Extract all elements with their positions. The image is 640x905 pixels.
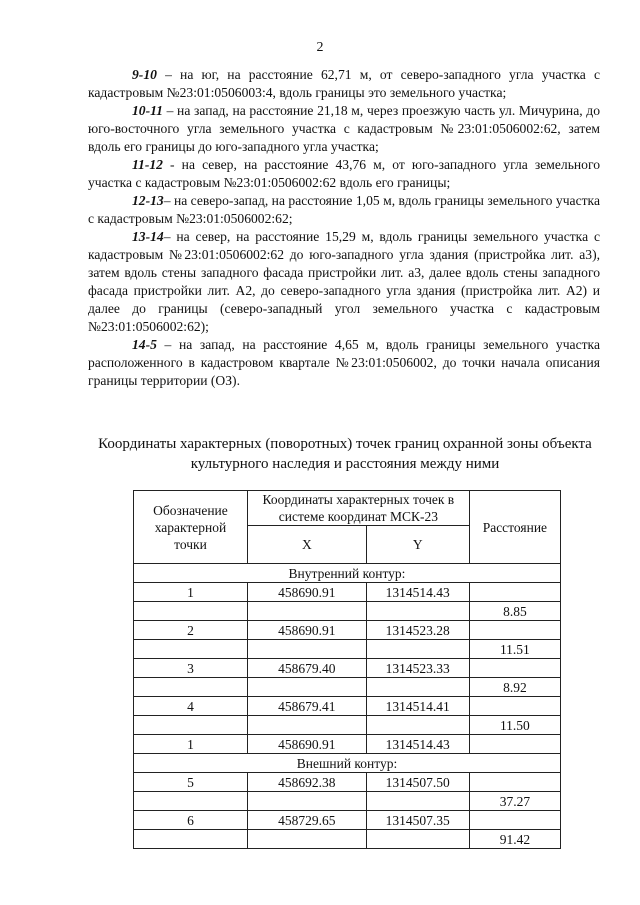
point-id xyxy=(134,792,248,811)
coord-x: 458690.91 xyxy=(247,735,366,754)
coord-x: 458692.38 xyxy=(247,773,366,792)
coord-x xyxy=(247,716,366,735)
coord-y xyxy=(366,716,469,735)
header-x: X xyxy=(247,526,366,564)
point-id: 1 xyxy=(134,735,248,754)
boundary-paragraph xyxy=(88,336,600,390)
distance-value: 11.51 xyxy=(469,640,560,659)
coord-x: 458679.41 xyxy=(247,697,366,716)
distance-cell xyxy=(469,811,560,830)
point-id xyxy=(134,830,248,849)
coord-y xyxy=(366,830,469,849)
point-id: 3 xyxy=(134,659,248,678)
table-row xyxy=(134,583,561,602)
table-row xyxy=(134,773,561,792)
coord-y: 1314523.28 xyxy=(366,621,469,640)
table-row xyxy=(134,621,561,640)
segment-text: – на север, на расстояние 15,29 м, вдоль границы земельного участка с кадастровым №23:01:0506002:62 до юго-западного угла здания (пристройка лит. а3), затем вдоль стены западного фасада пристройки лит. а3, далее вдоль стены западного фасада пристройки лит. А2, до северо-западного угла здания (пристройка лит. А2) и далее до границы (северо-западный угол земельного участка с кадастровым №23:01:0506002:62); xyxy=(88,229,600,334)
point-id: 6 xyxy=(134,811,248,830)
boundary-description xyxy=(88,66,600,390)
section-label-outer: Внешний контур: xyxy=(134,754,561,773)
distance-cell xyxy=(469,697,560,716)
table-row xyxy=(134,640,561,659)
coordinates-table xyxy=(133,490,561,849)
point-id: 5 xyxy=(134,773,248,792)
boundary-paragraph xyxy=(88,102,600,156)
segment-text: - на север, на расстояние 43,76 м, от юго-западного угла земельного участка с кадастровым №23:01:0506002:62 вдоль его границы; xyxy=(88,157,600,190)
table-row xyxy=(134,602,561,621)
coord-x xyxy=(247,602,366,621)
table-row xyxy=(134,830,561,849)
segment-text: – на запад, на расстояние 21,18 м, через проезжую часть ул. Мичурина, до юго-восточного угла земельного участка с кадастровым №23:01:0506002:62, затем вдоль его границы до юго-западного угла участка; xyxy=(88,103,600,154)
segment-label: 14-5 xyxy=(132,337,157,352)
header-point: Обозначение характерной точки xyxy=(134,491,248,564)
coord-x xyxy=(247,678,366,697)
coord-y: 1314514.41 xyxy=(366,697,469,716)
distance-value: 91.42 xyxy=(469,830,560,849)
section-row xyxy=(134,564,561,583)
coord-y xyxy=(366,678,469,697)
point-id xyxy=(134,678,248,697)
coord-y xyxy=(366,602,469,621)
header-y: Y xyxy=(366,526,469,564)
distance-cell xyxy=(469,773,560,792)
coord-y: 1314507.50 xyxy=(366,773,469,792)
section-label-inner: Внутренний контур: xyxy=(134,564,561,583)
coord-x: 458690.91 xyxy=(247,621,366,640)
point-id xyxy=(134,716,248,735)
table-body xyxy=(134,564,561,849)
coord-y xyxy=(366,792,469,811)
table-row xyxy=(134,678,561,697)
segment-text: – на юг, на расстояние 62,71 м, от северо-западного угла участка с кадастровым №23:01:0506003:4, вдоль границы это земельного участка; xyxy=(88,67,600,100)
boundary-paragraph xyxy=(88,156,600,192)
point-id: 4 xyxy=(134,697,248,716)
boundary-paragraph xyxy=(88,228,600,336)
header-coordinates: Координаты характерных точек в системе координат МСК-23 xyxy=(247,491,469,526)
point-id: 2 xyxy=(134,621,248,640)
segment-label: 12-13 xyxy=(132,193,164,208)
segment-label: 11-12 xyxy=(132,157,163,172)
point-id: 1 xyxy=(134,583,248,602)
table-row xyxy=(134,792,561,811)
coord-y: 1314507.35 xyxy=(366,811,469,830)
coord-x xyxy=(247,640,366,659)
distance-value: 8.92 xyxy=(469,678,560,697)
coord-x: 458729.65 xyxy=(247,811,366,830)
distance-value: 8.85 xyxy=(469,602,560,621)
distance-cell xyxy=(469,659,560,678)
boundary-paragraph xyxy=(88,66,600,102)
coord-x xyxy=(247,792,366,811)
segment-label: 9-10 xyxy=(132,67,157,82)
distance-value: 37.27 xyxy=(469,792,560,811)
table-row xyxy=(134,811,561,830)
distance-cell xyxy=(469,583,560,602)
coord-x: 458679.40 xyxy=(247,659,366,678)
distance-cell xyxy=(469,621,560,640)
table-row xyxy=(134,659,561,678)
coord-x: 458690.91 xyxy=(247,583,366,602)
coord-y: 1314514.43 xyxy=(366,583,469,602)
boundary-paragraph xyxy=(88,192,600,228)
page-number: 2 xyxy=(316,40,324,55)
table-row xyxy=(134,716,561,735)
distance-value: 11.50 xyxy=(469,716,560,735)
segment-label: 10-11 xyxy=(132,103,163,118)
table-caption: Координаты характерных (поворотных) точек границ охранной зоны объекта культурного наследия и расстояния между ними xyxy=(98,436,592,472)
segment-label: 13-14 xyxy=(132,229,164,244)
table-row xyxy=(134,735,561,754)
header-distance: Расстояние xyxy=(469,491,560,564)
coord-y xyxy=(366,640,469,659)
point-id xyxy=(134,640,248,659)
distance-cell xyxy=(469,735,560,754)
section-row xyxy=(134,754,561,773)
segment-text: – на северо-запад, на расстояние 1,05 м, вдоль границы земельного участка с кадастровым №23:01:0506002:62; xyxy=(88,193,600,226)
coord-y: 1314514.43 xyxy=(366,735,469,754)
table-row xyxy=(134,697,561,716)
coord-x xyxy=(247,830,366,849)
segment-text: – на запад, на расстояние 4,65 м, вдоль границы земельного участка расположенного в кадастровом квартале №23:01:0506002, до точки начала описания границы территории (ОЗ). xyxy=(88,337,600,388)
point-id xyxy=(134,602,248,621)
coord-y: 1314523.33 xyxy=(366,659,469,678)
